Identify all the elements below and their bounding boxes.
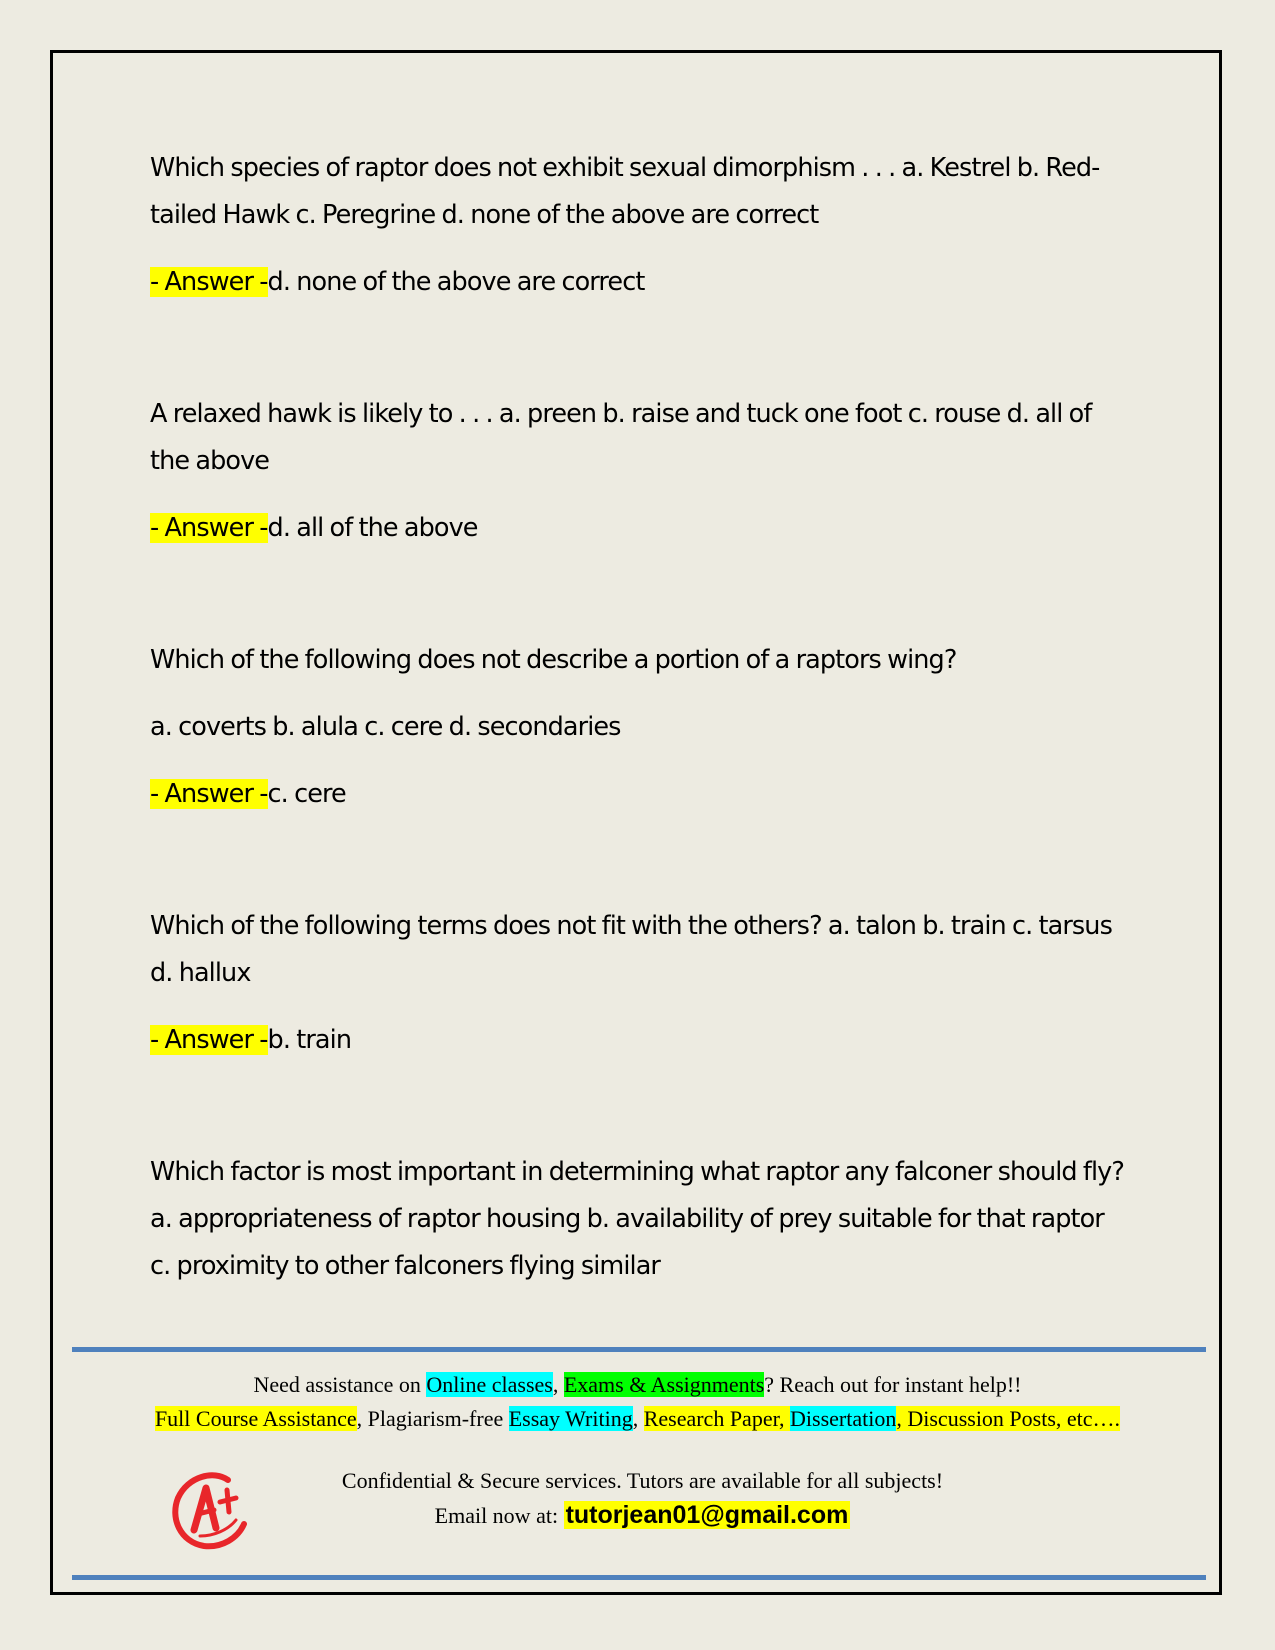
answer-text: d. none of the above are correct bbox=[267, 267, 645, 297]
promo-online-classes: Online classes bbox=[426, 1372, 553, 1397]
qa-item bbox=[150, 1149, 1130, 1290]
qa-item bbox=[150, 637, 1130, 818]
promo-text: ? Reach out for instant help!! bbox=[764, 1372, 1022, 1397]
promo-research: Research Paper, bbox=[643, 1406, 791, 1431]
answer-label: - Answer - bbox=[150, 513, 268, 543]
qa-content bbox=[150, 145, 1130, 1290]
footer-email-line bbox=[150, 1498, 1135, 1533]
promo-discussion: , Discussion Posts, etc…. bbox=[896, 1406, 1121, 1431]
promo-text: Need assistance on bbox=[253, 1372, 427, 1397]
email-link[interactable]: tutorjean01@gmail.com bbox=[565, 1501, 849, 1529]
qa-item bbox=[150, 391, 1130, 552]
answer-line bbox=[150, 771, 1130, 818]
answer-text: c. cere bbox=[267, 779, 346, 809]
promo-exams: Exams & Assignments bbox=[563, 1372, 765, 1397]
question-text: Which of the following terms does not fit with the others? a. talon b. train c. tarsus d. hallux bbox=[150, 911, 1112, 988]
promo-dissertation: Dissertation bbox=[790, 1406, 897, 1431]
promo-essay: Essay Writing bbox=[508, 1406, 633, 1431]
qa-item bbox=[150, 145, 1130, 306]
promo-text: , Plagiarism-free bbox=[356, 1406, 509, 1431]
answer-label: - Answer - bbox=[150, 1025, 268, 1055]
question-text: A relaxed hawk is likely to . . . a. preen b. raise and tuck one foot c. rouse d. all of the above bbox=[150, 399, 1092, 476]
question-options: a. coverts b. alula c. cere d. secondaries bbox=[150, 712, 621, 742]
answer-label: - Answer - bbox=[150, 779, 268, 809]
answer-text: b. train bbox=[267, 1025, 352, 1055]
footer-confidential-line bbox=[150, 1464, 1135, 1498]
email-prefix: Email now at: bbox=[434, 1503, 564, 1528]
footer-top-rule bbox=[72, 1347, 1206, 1352]
footer-promo-line-2 bbox=[60, 1402, 1215, 1436]
promo-separator: , bbox=[632, 1406, 644, 1431]
answer-text: d. all of the above bbox=[267, 513, 478, 543]
question-text: Which species of raptor does not exhibit sexual dimorphism . . . a. Kestrel b. Red-tailed Hawk c. Peregrine d. none of the above are correct bbox=[150, 153, 1100, 230]
footer-bottom-rule bbox=[72, 1575, 1206, 1580]
question-text: Which factor is most important in determining what raptor any falconer should fly? a. appropriateness of raptor housing b. availability of prey suitable for that raptor c. proximity to other falconers flying similar bbox=[150, 1157, 1124, 1281]
answer-line bbox=[150, 1017, 1130, 1064]
answer-line bbox=[150, 505, 1130, 552]
answer-label: - Answer - bbox=[150, 267, 268, 297]
promo-separator: , bbox=[552, 1372, 564, 1397]
confidential-text: Confidential & Secure services. Tutors are available for all subjects! bbox=[341, 1468, 944, 1493]
footer-promo-line-1 bbox=[60, 1368, 1215, 1402]
question-text: Which of the following does not describe a portion of a raptors wing? bbox=[150, 645, 957, 675]
answer-line bbox=[150, 259, 1130, 306]
qa-item bbox=[150, 903, 1130, 1064]
promo-full-course: Full Course Assistance bbox=[154, 1406, 357, 1431]
